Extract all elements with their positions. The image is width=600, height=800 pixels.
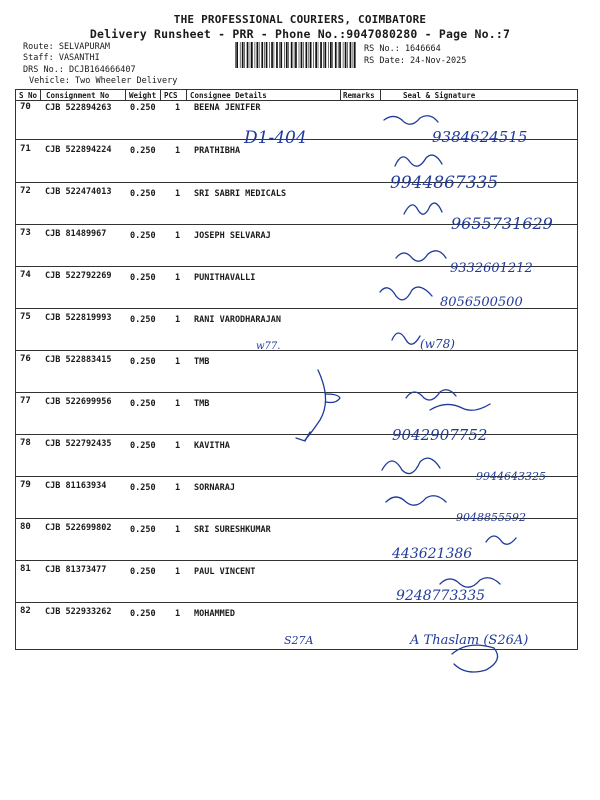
barcode-bar bbox=[274, 42, 275, 68]
row-consignment: CJB 522933262 bbox=[45, 607, 112, 617]
col-divider bbox=[40, 89, 41, 101]
company-title: THE PROFESSIONAL COURIERS, COIMBATORE bbox=[173, 13, 427, 26]
handwritten-phone: 9384624515 bbox=[432, 128, 528, 146]
barcode-bar bbox=[276, 42, 278, 68]
barcode-bar bbox=[250, 42, 251, 68]
row-weight: 0.250 bbox=[130, 146, 156, 156]
barcode-bar bbox=[295, 42, 297, 68]
row-divider bbox=[15, 266, 578, 267]
col-divider bbox=[125, 89, 126, 101]
route-label: Route: SELVAPURAM bbox=[23, 42, 110, 52]
row-weight: 0.250 bbox=[130, 315, 156, 325]
row-weight: 0.250 bbox=[130, 103, 156, 113]
header-consignment: Consignment No bbox=[46, 91, 110, 100]
row-consignment: CJB 81373477 bbox=[45, 565, 107, 575]
barcode-bar bbox=[323, 42, 324, 68]
barcode-bar bbox=[332, 42, 333, 68]
header-weight: Weight bbox=[129, 91, 157, 100]
handwritten-phone: 443621386 bbox=[392, 546, 473, 562]
handwritten-remark: S27A bbox=[284, 634, 314, 647]
barcode-bar bbox=[318, 42, 319, 68]
handwritten-phone: 9248773335 bbox=[396, 588, 486, 604]
row-divider bbox=[15, 182, 578, 183]
row-consignment: CJB 522699956 bbox=[45, 397, 112, 407]
barcode-bar bbox=[350, 42, 352, 68]
row-divider bbox=[15, 476, 578, 477]
barcode-bar bbox=[354, 42, 356, 68]
row-sno: 74 bbox=[20, 270, 31, 280]
handwritten-phone: 9332601212 bbox=[450, 261, 533, 276]
row-pcs: 1 bbox=[175, 399, 181, 409]
barcode-bar bbox=[247, 42, 249, 68]
row-consignee: JOSEPH SELVARAJ bbox=[194, 231, 271, 241]
barcode-bar bbox=[306, 42, 308, 68]
row-sno: 82 bbox=[20, 606, 31, 616]
row-sno: 79 bbox=[20, 480, 31, 490]
row-divider bbox=[15, 434, 578, 435]
barcode bbox=[235, 42, 358, 68]
barcode-bar bbox=[310, 42, 312, 68]
row-consignment: CJB 522819993 bbox=[45, 313, 112, 323]
signature-scribble bbox=[395, 155, 442, 166]
row-consignment: CJB 522894263 bbox=[45, 103, 112, 113]
row-consignment: CJB 522894224 bbox=[45, 145, 112, 155]
barcode-bar bbox=[269, 42, 270, 68]
row-consignment: CJB 522474013 bbox=[45, 187, 112, 197]
row-pcs: 1 bbox=[175, 357, 181, 367]
handwritten-remark: w77. bbox=[256, 341, 281, 352]
barcode-bar bbox=[347, 42, 348, 68]
row-sno: 77 bbox=[20, 396, 31, 406]
row-consignee: SRI SURESHKUMAR bbox=[194, 525, 271, 535]
row-divider bbox=[15, 392, 578, 393]
handwritten-signature: A Thaslam (S26A) bbox=[410, 633, 529, 648]
row-divider bbox=[15, 139, 578, 140]
row-pcs: 1 bbox=[175, 525, 181, 535]
row-weight: 0.250 bbox=[130, 231, 156, 241]
barcode-bar bbox=[279, 42, 280, 68]
signature-scribble bbox=[382, 458, 440, 473]
row-weight: 0.250 bbox=[130, 399, 156, 409]
drs-label: DRS No.: DCJB164666407 bbox=[23, 65, 136, 75]
row-sno: 76 bbox=[20, 354, 31, 364]
header-bottom-border bbox=[15, 100, 578, 101]
barcode-bar bbox=[244, 42, 245, 68]
row-sno: 72 bbox=[20, 186, 31, 196]
row-consignee: RANI VARODHARAJAN bbox=[194, 315, 281, 325]
row-consignee: SORNARAJ bbox=[194, 483, 235, 493]
table-top-border bbox=[15, 89, 578, 90]
barcode-bar bbox=[266, 42, 268, 68]
barcode-bar bbox=[309, 42, 310, 68]
table-bottom-border bbox=[15, 649, 578, 650]
barcode-bar bbox=[313, 42, 314, 68]
signature-scribble bbox=[430, 404, 490, 410]
barcode-bar bbox=[251, 42, 253, 68]
header-pcs: PCS bbox=[164, 91, 178, 100]
barcode-bar bbox=[338, 42, 339, 68]
row-weight: 0.250 bbox=[130, 189, 156, 199]
row-weight: 0.250 bbox=[130, 609, 156, 619]
signature-scribble bbox=[386, 496, 446, 505]
handwritten-phone: 9655731629 bbox=[451, 214, 553, 233]
row-pcs: 1 bbox=[175, 189, 181, 199]
row-consignee: TMB bbox=[194, 399, 210, 409]
row-divider bbox=[15, 224, 578, 225]
row-consignee: PUNITHAVALLI bbox=[194, 273, 256, 283]
barcode-bar bbox=[242, 42, 244, 68]
row-consignee: PAUL VINCENT bbox=[194, 567, 256, 577]
barcode-bar bbox=[284, 42, 285, 68]
col-divider bbox=[160, 89, 161, 101]
row-weight: 0.250 bbox=[130, 525, 156, 535]
row-consignment: CJB 522699802 bbox=[45, 523, 112, 533]
row-weight: 0.250 bbox=[130, 273, 156, 283]
barcode-bar bbox=[299, 42, 300, 68]
signature-scribble bbox=[404, 203, 442, 214]
staff-label: Staff: VASANTHI bbox=[23, 53, 100, 63]
barcode-bar bbox=[271, 42, 273, 68]
bracket-stroke bbox=[305, 370, 326, 440]
handwritten-phone: 9042907752 bbox=[392, 426, 488, 444]
barcode-bar bbox=[236, 42, 238, 68]
barcode-bar bbox=[261, 42, 263, 68]
row-sno: 70 bbox=[20, 102, 31, 112]
barcode-bar bbox=[288, 42, 289, 68]
barcode-bar bbox=[303, 42, 304, 68]
handwritten-phone: 8056500500 bbox=[440, 295, 523, 310]
barcode-bar bbox=[301, 42, 303, 68]
barcode-bar bbox=[330, 42, 332, 68]
row-pcs: 1 bbox=[175, 146, 181, 156]
row-weight: 0.250 bbox=[130, 483, 156, 493]
signature-scribble bbox=[396, 251, 446, 261]
row-divider bbox=[15, 518, 578, 519]
col-divider bbox=[340, 89, 341, 101]
row-divider bbox=[15, 560, 578, 561]
row-consignee: MOHAMMED bbox=[194, 609, 235, 619]
barcode-bar bbox=[328, 42, 329, 68]
barcode-bar bbox=[294, 42, 295, 68]
row-weight: 0.250 bbox=[130, 441, 156, 451]
row-divider bbox=[15, 350, 578, 351]
barcode-bar bbox=[259, 42, 260, 68]
runsheet-title: Delivery Runsheet - PRR - Phone No.:9047080280 - Page No.:7 bbox=[89, 27, 511, 41]
barcode-bar bbox=[235, 42, 236, 68]
row-divider bbox=[15, 602, 578, 603]
row-weight: 0.250 bbox=[130, 567, 156, 577]
signature-scribble bbox=[384, 116, 438, 125]
signature-scribble bbox=[440, 578, 500, 587]
row-pcs: 1 bbox=[175, 567, 181, 577]
row-consignment: CJB 522883415 bbox=[45, 355, 112, 365]
table-left-border bbox=[15, 89, 16, 650]
barcode-bar bbox=[240, 42, 241, 68]
signature-scribble bbox=[392, 333, 420, 344]
bracket-mark bbox=[326, 394, 340, 403]
row-pcs: 1 bbox=[175, 441, 181, 451]
barcode-bar bbox=[339, 42, 341, 68]
row-consignment: CJB 81489967 bbox=[45, 229, 107, 239]
signature-scribble bbox=[486, 536, 516, 544]
barcode-bar bbox=[343, 42, 344, 68]
row-sno: 73 bbox=[20, 228, 31, 238]
col-divider bbox=[380, 89, 381, 101]
barcode-bar bbox=[335, 42, 337, 68]
barcode-bar bbox=[264, 42, 265, 68]
row-consignment: CJB 522792435 bbox=[45, 439, 112, 449]
handwritten-note: (w78) bbox=[420, 337, 455, 351]
barcode-bar bbox=[255, 42, 256, 68]
row-consignee: BEENA JENIFER bbox=[194, 103, 261, 113]
barcode-bar bbox=[325, 42, 327, 68]
handwritten-phone: 9944867335 bbox=[390, 173, 499, 193]
header-remarks: Remarks bbox=[343, 91, 375, 100]
row-sno: 71 bbox=[20, 144, 31, 154]
rs-number: RS No.: 1646664 bbox=[364, 44, 441, 54]
row-pcs: 1 bbox=[175, 609, 181, 619]
row-sno: 75 bbox=[20, 312, 31, 322]
row-consignee: KAVITHA bbox=[194, 441, 230, 451]
barcode-bar bbox=[345, 42, 347, 68]
row-consignment: CJB 81163934 bbox=[45, 481, 107, 491]
barcode-bar bbox=[280, 42, 282, 68]
row-sno: 80 bbox=[20, 522, 31, 532]
row-consignee: TMB bbox=[194, 357, 210, 367]
header-seal-signature: Seal & Signature bbox=[403, 91, 476, 100]
row-pcs: 1 bbox=[175, 231, 181, 241]
barcode-bar bbox=[353, 42, 354, 68]
barcode-bar bbox=[257, 42, 259, 68]
row-weight: 0.250 bbox=[130, 357, 156, 367]
barcode-bar bbox=[320, 42, 322, 68]
barcode-bar bbox=[291, 42, 293, 68]
row-divider bbox=[15, 308, 578, 309]
row-pcs: 1 bbox=[175, 315, 181, 325]
row-pcs: 1 bbox=[175, 273, 181, 283]
rs-date: RS Date: 24-Nov-2025 bbox=[364, 56, 467, 66]
row-consignment: CJB 522792269 bbox=[45, 271, 112, 281]
header-sno: S No bbox=[19, 91, 38, 100]
row-sno: 78 bbox=[20, 438, 31, 448]
row-consignee: SRI SABRI MEDICALS bbox=[194, 189, 287, 199]
signature-scribble bbox=[380, 287, 432, 300]
handwritten-phone: 9944643325 bbox=[476, 470, 546, 483]
header-consignee: Consignee Details bbox=[190, 91, 267, 100]
row-consignee: PRATHIBHA bbox=[194, 146, 241, 156]
handwritten-flat-note: D1-404 bbox=[244, 128, 307, 148]
row-sno: 81 bbox=[20, 564, 31, 574]
barcode-bar bbox=[315, 42, 317, 68]
vehicle-label: Vehicle: Two Wheeler Delivery bbox=[29, 76, 178, 86]
handwritten-phone: 9048855592 bbox=[456, 511, 526, 524]
row-pcs: 1 bbox=[175, 483, 181, 493]
table-right-border bbox=[577, 89, 578, 650]
row-pcs: 1 bbox=[175, 103, 181, 113]
barcode-bar bbox=[286, 42, 288, 68]
col-divider bbox=[186, 89, 187, 101]
